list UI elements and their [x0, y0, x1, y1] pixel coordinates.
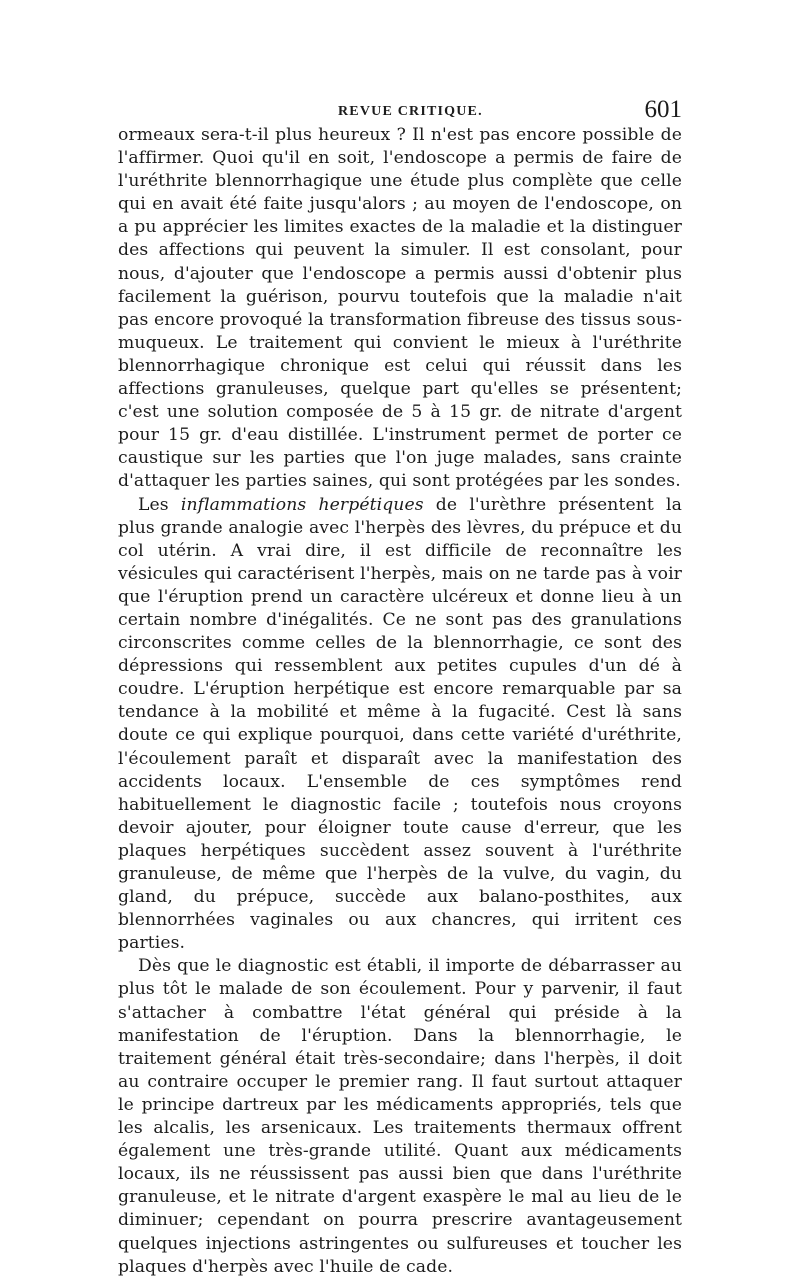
running-title: REVUE CRITIQUE.: [338, 104, 483, 119]
paragraph-body: de l'urèthre présentent la plus grande analogie avec l'herpès des lèvres, du prépuce et du col utérin. A vrai dire, il est difficile de reconnaître les vésicules qui caractérisent l'herpès, mais on ne tarde pas à voir que l'éruption prend un caractère ulcéreux et donne lieu à un certain nombre d'inégalités. Ce ne sont pas des granulations circonscrites comme celles de la blennorrhagie, ce sont des dépressions qui ressemblent aux petites cupules d'un dé à coudre. L'éruption herpétique est encore remarquable par sa tendance à la mobilité et même à la fugacité. Cest là sans doute ce qui explique pourquoi, dans cette variété d'uréthrite, l'écoulement paraît et disparaît avec la manifestation des accidents locaux. L'ensemble de ces symptômes rend habituellement le diagnostic facile ; toutefois nous croyons devoir ajouter, pour éloigner toute cause d'erreur, que les plaques herpétiques succèdent assez souvent à l'uréthrite granuleuse, de même que l'herpès de la vulve, du vagin, du gland, du prépuce, succède aux balano-posthites, aux blennorrhées vaginales ou aux chancres, qui irritent ces parties.: [118, 494, 682, 954]
body-text: [118, 124, 682, 1279]
page-number: 601: [644, 96, 682, 123]
paragraph-lead: Les: [138, 494, 181, 515]
italic-term: inflammations herpétiques: [180, 494, 424, 515]
paragraph-continuation: ormeaux sera-t-il plus heureux ? Il n'est pas encore possible de l'affirmer. Quoi qu'il en soit, l'endoscope a permis de faire de l'uréthrite blennorrhagique une étude plus complète que celle qui en avait été faite jusqu'alors ; au moyen de l'endoscope, on a pu apprécier les limites exactes de la maladie et la distinguer des affections qui peuvent la simuler. Il est consolant, pour nous, d'ajouter que l'endoscope a permis aussi d'obtenir plus facilement la guérison, pourvu toutefois que la maladie n'ait pas encore provoqué la transformation fibreuse des tissus sous-muqueux. Le traitement qui convient le mieux à l'uréthrite blennorrhagique chronique est celui qui réussit dans les affections granuleuses, quelque part qu'elles se présentent; c'est une solution composée de 5 à 15 gr. de nitrate d'argent pour 15 gr. d'eau distillée. L'instrument permet de porter ce caustique sur les parties que l'on juge malades, sans crainte d'attaquer les parties saines, qui sont protégées par les sondes.: [118, 125, 682, 492]
paragraph-herpetic-inflammations: [118, 494, 682, 956]
page-header: [118, 96, 682, 126]
paragraph-treatment: Dès que le diagnostic est établi, il importe de débarrasser au plus tôt le malade de son écoulement. Pour y parvenir, il faut s'attacher à combattre l'état général qui préside à la manifestation de l'éruption. Dans la blennorrhagie, le traitement général était très-secondaire; dans l'herpès, il doit au contraire occuper le premier rang. Il faut surtout attaquer le principe dartreux par les médicaments appropriés, tels que les alcalis, les arsenicaux. Les traitements thermaux offrent également une très-grande utilité. Quant aux médicaments locaux, ils ne réussissent pas aussi bien que dans l'uréthrite granuleuse, et le nitrate d'argent exaspère le mal au lieu de le diminuer; cependant on pourra prescrire avantageusement quelques injections astringentes ou sulfureuses et toucher les plaques d'herpès avec l'huile de cade.: [118, 956, 682, 1277]
